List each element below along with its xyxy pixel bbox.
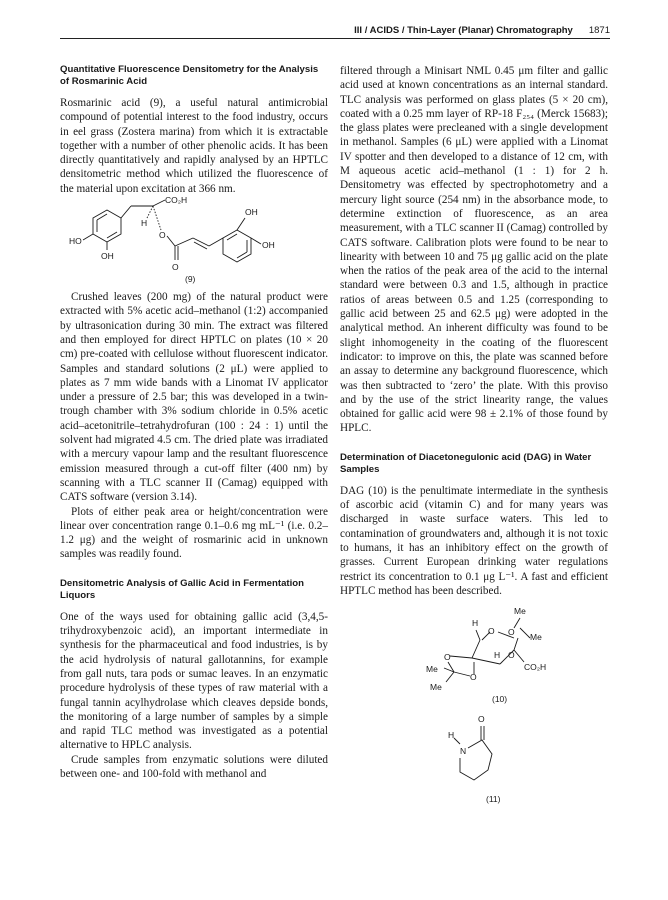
running-title: III / ACIDS / Thin-Layer (Planar) Chromatography bbox=[354, 25, 573, 36]
label-h: H bbox=[448, 730, 455, 741]
label-ho: HO bbox=[69, 236, 82, 247]
running-header bbox=[60, 20, 610, 39]
label-me: Me bbox=[426, 664, 438, 675]
label-h: H bbox=[494, 650, 501, 661]
paragraph: One of the ways used for obtaining gallic acid (3,4,5-trihydroxybenzoic acid), an important intermediate in synthesis for the pharmaceutical and food industries, is by the acid hydrolysis of natural gallotannins, for example from gall nuts, tara pods or sumac leaves. In an enzymatic procedure hydrolysis of these types of raw material with a fungal tannin acylhydrolase which cleaves depside bonds, the monitoring of a large number of samples by a simple and rapid TLC method was investigated as a potential alternative to HPLC analysis. bbox=[60, 610, 328, 752]
section-heading-gallic: Densitometric Analysis of Gallic Acid in Fermentation Liquors bbox=[60, 577, 304, 601]
section-heading-rosmarinic: Quantitative Fluorescence Densitometry for the Analysis of Rosmarinic Acid bbox=[60, 64, 319, 87]
label-o: O bbox=[470, 672, 477, 683]
label-o-carbonyl: O bbox=[172, 262, 179, 273]
paragraph: Crushed leaves (200 mg) of the natural product were extracted with 5% acetic acid–methanol (1:2) accompanied by ultrasonication during 30 min. The extract was filtered and then employed for direct HPTLC on plates (10 × 20 cm) pre-coated with cellulose without fluorescent indicator. Samples and standard solutions (2 μL) were applied to plates as 7 mm wide bands with a Linomat IV applicator under a pressure of 2.5 bar; this was developed in a twin-trough chamber with 3% sodium chloride in 0.5% acetic acid–acetonitrile–tetrahydrofuran (100 : 24 : 1) until the solvent had migrated 4.5 cm. The dried plate was irradiated with a mercury vapour lamp and the resultant fluorescence emission measured through a cut-off filter (400 nm) by scanning with a TLC scanner II (Camag) equipped with CATS software (version 3.14). bbox=[60, 291, 328, 504]
label-me: Me bbox=[530, 632, 542, 643]
structure-label-10: (10) bbox=[492, 694, 508, 705]
label-oh: OH bbox=[262, 240, 275, 251]
structure-11-caprolactam bbox=[364, 708, 584, 804]
paragraph: DAG (10) is the penultimate intermediate in the synthesis of ascorbic acid (vitamin C) and for many years was discharged in waste surface waters. This led to contamination of groundwaters and, although it is not toxic to humans, it has an inhibitory effect on the growth of grasses. Current European drinking water regulations restrict its concentration to 0.1 μg L⁻¹. A fast and efficient HPTLC method has been described. bbox=[340, 484, 608, 597]
section-heading-dag: Determination of Diacetonegulonic acid (DAG) in Water Samples bbox=[340, 451, 592, 475]
label-h: H bbox=[472, 618, 479, 629]
structure-label-9: (9) bbox=[185, 274, 196, 285]
label-o: O bbox=[508, 650, 515, 661]
label-co2h: CO₂H bbox=[524, 662, 547, 673]
paragraph: Rosmarinic acid (9), a useful natural antimicrobial compound of potential interest to the food industry, occurs in eel grass (Zostera marina) from which it is extractable together with a number of other phenolic acids. It has been directly quantitatively and rapidly analysed by an HPTLC densitometric method which utilized the fluorescence of the material upon excitation at 366 nm. bbox=[60, 97, 328, 195]
label-co2h: CO₂H bbox=[165, 196, 188, 206]
label-me: Me bbox=[514, 606, 526, 617]
label-oh: OH bbox=[245, 207, 258, 218]
left-column bbox=[60, 64, 328, 781]
label-me: Me bbox=[430, 682, 442, 693]
paragraph: Crude samples from enzymatic solutions were diluted between one- and 100-fold with methanol and bbox=[60, 753, 328, 780]
label-o: O bbox=[478, 714, 485, 725]
label-n: N bbox=[460, 746, 467, 757]
label-o-ester: O bbox=[159, 230, 166, 241]
label-oh: OH bbox=[101, 251, 114, 262]
paragraph: filtered through a Minisart NML 0.45 μm filter and gallic acid used at known concentrations as an internal standard. TLC analysis was performed on glass plates (5 × 20 cm), coated with a 0.25 mm layer of RP-18 F₂₅₄ (Merck 15683); the glass plates were precleaned with a single development in methanol. Samples (6 μL) were applied with a Linomat IV spotter and then developed to a distance of 12 cm, with M aqueous acetic acid–methanol (1 : 1) for 2 h. Densitometry was effected by spectrophotometry and a mercury light source (254 nm) in the absorbance mode, to determine extinction of fluorescence, as an area measurement, with a TLC scanner II (Camag) controlled by CATS software. Calibration plots were found to be near to linearity with between 10 and 75 μg gallic acid on the plate when the ratios of the peak area of the acid to the internal standard were between 0.3 and 1.5, although in practice ratios of areas between 0.5 and 1.25 (corresponding to gallic acid between 25 and 62.5 μg) were adopted in the analytical method. An inherent difficulty was found to be slight inhomogeneity in the coating of the fluorescent indicator: to improve on this, the plate was scanned before an assay to determine any background fluorescence, which was then subtracted to ‘zero’ the plate. With this proviso and by the use of the strict linearity range, the values obtained for gallic acid were 98 ± 2.1% of those found by HPLC. bbox=[340, 65, 608, 435]
right-column bbox=[340, 64, 608, 804]
label-o: O bbox=[444, 652, 451, 663]
paragraph: Plots of either peak area or height/concentration were linear over concentration range 0.1–0.6 mg mL⁻¹ (i.e. 0.2–1.2 μg) and the weight of rosmarinic acid in unknown samples was readily found. bbox=[60, 505, 328, 561]
structure-10-dag bbox=[364, 604, 584, 704]
label-o: O bbox=[488, 626, 495, 637]
structure-label-11: (11) bbox=[486, 794, 501, 805]
structure-9-rosmarinic-acid bbox=[69, 196, 319, 286]
label-h: H bbox=[141, 218, 148, 229]
page-number: 1871 bbox=[588, 25, 610, 36]
label-o: O bbox=[508, 627, 515, 638]
